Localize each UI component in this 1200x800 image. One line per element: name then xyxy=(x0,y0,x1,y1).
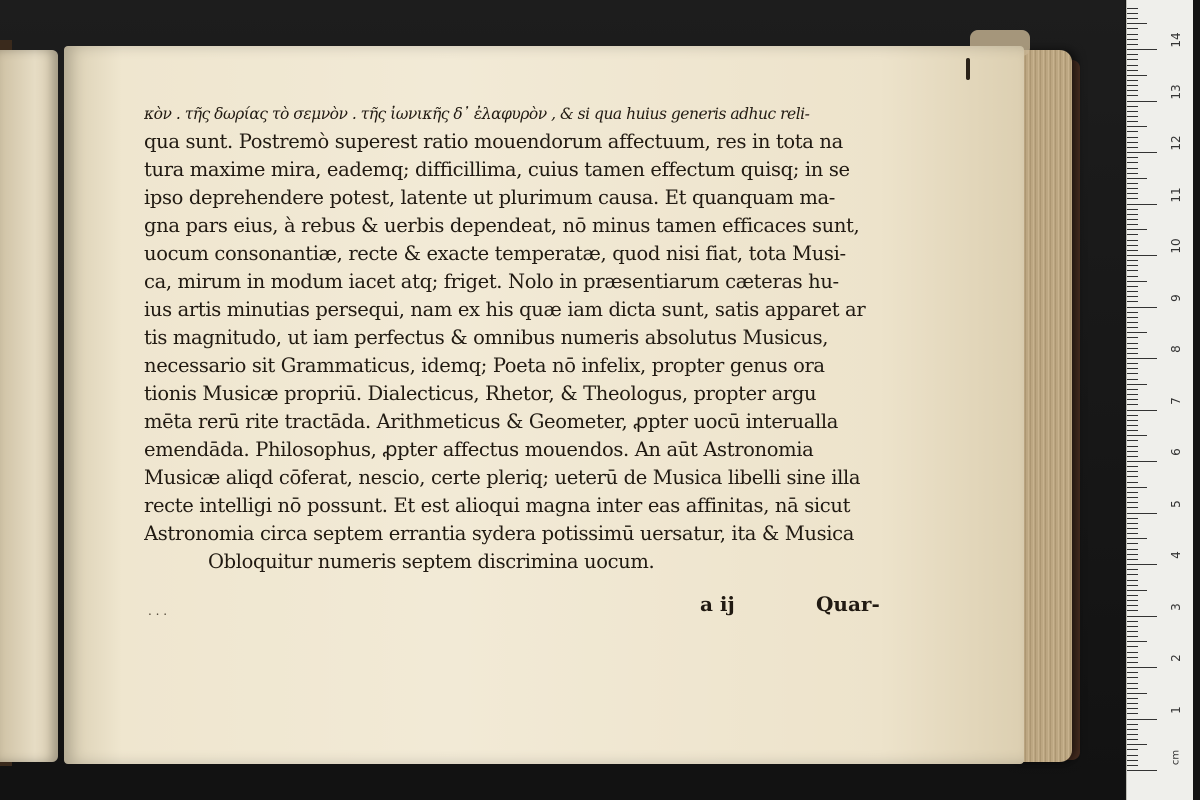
ruler-tick xyxy=(1127,106,1138,107)
ruler-tick xyxy=(1127,281,1147,282)
ruler-tick xyxy=(1127,662,1138,663)
ruler-tick xyxy=(1127,688,1138,689)
ruler-tick xyxy=(1127,703,1138,704)
text-line-6: uocum consonantiæ, recte & exacte temperatæ, quod nisi fiat, tota Musi- xyxy=(144,242,846,265)
ruler-tick xyxy=(1127,646,1138,647)
text-line-16: Astronomia circa septem errantia sydera potissimū uersatur, ita & Musica xyxy=(144,522,855,545)
text-line-verse: Obloquitur numeris septem discrimina uocum. xyxy=(208,550,655,573)
ruler-number: 1 xyxy=(1169,705,1183,714)
ruler-tick xyxy=(1127,240,1138,241)
ruler-tick xyxy=(1127,724,1138,725)
ruler-tick xyxy=(1127,90,1138,91)
ruler-tick xyxy=(1127,394,1138,395)
ruler-tick xyxy=(1127,296,1138,297)
ruler-tick xyxy=(1127,34,1138,35)
ruler-tick xyxy=(1127,75,1147,76)
ruler-tick xyxy=(1127,265,1138,266)
ruler-tick xyxy=(1127,384,1147,385)
text-line-1: κὸν . τῆς δωρίας τὸ σεμνὸν . τῆς ἰωνικῆς δ᾽ ἐλαφυρὸν , & si qua huius generis adhuc reli- xyxy=(144,105,810,123)
ruler-tick xyxy=(1127,523,1138,524)
ruler-tick xyxy=(1127,198,1138,199)
ruler-tick xyxy=(1127,209,1138,210)
ruler-tick xyxy=(1127,54,1138,55)
ruler-tick xyxy=(1127,301,1138,302)
ruler-tick xyxy=(1127,121,1138,122)
ruler-tick xyxy=(1127,415,1138,416)
ruler-unit-label: cm xyxy=(1170,749,1182,766)
ruler-tick xyxy=(1127,28,1138,29)
text-line-14: Musicæ aliqd cōferat, nescio, certe pleriq; ueterū de Musica libelli sine illa xyxy=(144,466,861,489)
ruler-tick xyxy=(1127,440,1138,441)
ruler-tick xyxy=(1127,245,1138,246)
ruler-tick xyxy=(1127,307,1157,308)
text-line-11: tionis Musicæ propriū. Dialecticus, Rhetor, & Theologus, propter argu xyxy=(144,382,817,405)
ruler-tick xyxy=(1127,317,1138,318)
ruler-tick xyxy=(1127,677,1138,678)
stray-marks: . . . xyxy=(148,604,168,618)
ruler-number: 7 xyxy=(1169,396,1183,405)
ruler-tick xyxy=(1127,286,1138,287)
ruler-tick xyxy=(1127,739,1138,740)
text-line-2: qua sunt. Postremò superest ratio mouendorum affectuum, res in tota na xyxy=(144,130,843,153)
ruler-tick xyxy=(1127,353,1138,354)
ruler-tick xyxy=(1127,142,1138,143)
ruler-number: 13 xyxy=(1169,83,1183,100)
ruler-tick xyxy=(1127,698,1138,699)
ruler-tick xyxy=(1127,327,1138,328)
text-line-8: ius artis minutias persequi, nam ex his quæ iam dicta sunt, satis apparet ar xyxy=(144,298,866,321)
text-line-5: gna pars eius, à rebus & uerbis dependeat, nō minus tamen efficaces sunt, xyxy=(144,214,860,237)
ruler-tick xyxy=(1127,18,1138,19)
ruler-number: 2 xyxy=(1169,654,1183,662)
ruler-tick xyxy=(1127,23,1147,24)
ruler-tick xyxy=(1127,270,1138,271)
ruler-tick xyxy=(1127,543,1138,544)
ruler-tick xyxy=(1127,332,1147,333)
ruler-tick xyxy=(1127,162,1138,163)
ruler-tick xyxy=(1127,456,1138,457)
ruler-tick xyxy=(1127,183,1138,184)
ruler-tick xyxy=(1127,173,1138,174)
ruler-tick xyxy=(1127,379,1138,380)
ruler-tick xyxy=(1127,476,1138,477)
ruler-tick xyxy=(1127,708,1138,709)
ruler-tick xyxy=(1127,65,1138,66)
catchword: Quar- xyxy=(816,592,880,616)
ruler-tick xyxy=(1127,291,1138,292)
ruler-tick xyxy=(1127,322,1138,323)
ruler-tick xyxy=(1127,137,1138,138)
ruler-number: 5 xyxy=(1169,499,1183,508)
ruler-tick xyxy=(1127,404,1138,405)
ruler-number: 8 xyxy=(1169,345,1183,353)
ruler-tick xyxy=(1127,636,1138,637)
ruler-tick xyxy=(1127,126,1147,127)
ruler-tick xyxy=(1127,255,1157,256)
ruler-tick xyxy=(1127,348,1138,349)
ruler-tick xyxy=(1127,564,1157,565)
ruler-tick xyxy=(1127,657,1138,658)
text-line-4: ipso deprehendere potest, latente ut plurimum causa. Et quanquam ma- xyxy=(144,186,836,209)
ruler-tick xyxy=(1127,502,1138,503)
ruler-tick xyxy=(1127,250,1138,251)
ruler-tick xyxy=(1127,497,1138,498)
ruler-tick xyxy=(1127,312,1138,313)
ruler-tick xyxy=(1127,451,1138,452)
ruler-tick xyxy=(1127,605,1138,606)
text-line-9: tis magnitudo, ut iam perfectus & omnibus numeris absolutus Musicus, xyxy=(144,326,829,349)
ruler-tick xyxy=(1127,749,1138,750)
ruler-tick xyxy=(1127,446,1138,447)
ruler-tick xyxy=(1127,507,1138,508)
ruler-tick xyxy=(1127,729,1138,730)
ruler-tick xyxy=(1127,641,1147,642)
ruler-tick xyxy=(1127,219,1138,220)
ruler-tick xyxy=(1127,260,1138,261)
ruler-tick xyxy=(1127,683,1138,684)
ruler-tick xyxy=(1127,513,1157,514)
ruler-tick xyxy=(1127,70,1138,71)
ruler-tick xyxy=(1127,538,1147,539)
ruler-tick xyxy=(1127,590,1147,591)
ruler-number: 6 xyxy=(1169,448,1183,456)
ruler-tick xyxy=(1127,693,1147,694)
ruler-number: 10 xyxy=(1169,238,1183,254)
measuring-ruler xyxy=(1126,0,1193,800)
ruler-tick xyxy=(1127,131,1138,132)
ruler-tick xyxy=(1127,373,1138,374)
ruler-number: 11 xyxy=(1169,186,1183,203)
ruler-tick xyxy=(1127,111,1138,112)
ruler-tick xyxy=(1127,147,1138,148)
ruler-tick xyxy=(1127,600,1138,601)
ruler-tick xyxy=(1127,461,1157,462)
ruler-tick xyxy=(1127,734,1138,735)
ruler-tick xyxy=(1127,337,1138,338)
ruler-tick xyxy=(1127,559,1138,560)
ruler-tick xyxy=(1127,168,1138,169)
ruler-tick xyxy=(1127,744,1147,745)
ruler-tick xyxy=(1127,116,1138,117)
ruler-number: 12 xyxy=(1169,135,1183,151)
ruler-tick xyxy=(1127,471,1138,472)
ruler-tick xyxy=(1127,276,1138,277)
ruler-tick xyxy=(1127,399,1138,400)
text-line-7: ca, mirum in modum iacet atq; friget. Nolo in præsentiarum cæteras hu- xyxy=(144,270,839,293)
ruler-tick xyxy=(1127,95,1138,96)
ruler-tick xyxy=(1127,719,1157,720)
ruler-tick xyxy=(1127,157,1138,158)
ruler-tick xyxy=(1127,101,1157,102)
ruler-tick xyxy=(1127,765,1138,766)
text-line-15: recte intelligi nō possunt. Et est alioqui magna inter eas affinitas, nā sicut xyxy=(144,494,851,517)
ruler-tick xyxy=(1127,672,1138,673)
ruler-tick xyxy=(1127,569,1138,570)
ruler-tick xyxy=(1127,466,1138,467)
ruler-tick xyxy=(1127,554,1138,555)
ruler-tick xyxy=(1127,224,1138,225)
ruler-tick xyxy=(1127,487,1147,488)
ruler-tick xyxy=(1127,626,1138,627)
ruler-tick xyxy=(1127,234,1138,235)
ruler-tick xyxy=(1127,435,1147,436)
ruler-tick xyxy=(1127,616,1157,617)
ruler-tick xyxy=(1127,652,1138,653)
ruler-tick xyxy=(1127,430,1138,431)
ruler-tick xyxy=(1127,595,1138,596)
text-line-13: emendāda. Philosophus, ꝓpter affectus mouendos. An aūt Astronomia xyxy=(144,438,814,461)
text-line-10: necessario sit Grammaticus, idemq; Poeta nō infelix, propter genus ora xyxy=(144,354,825,377)
ruler-number: 4 xyxy=(1169,551,1183,559)
ruler-tick xyxy=(1127,229,1147,230)
ruler-number: 9 xyxy=(1169,293,1183,302)
ruler-tick xyxy=(1127,39,1138,40)
ruler-tick xyxy=(1127,85,1138,86)
text-line-12: mēta rerū rite tractāda. Arithmeticus & Geometer, ꝓpter uocū interualla xyxy=(144,410,839,433)
ruler-tick xyxy=(1127,410,1157,411)
ruler-tick xyxy=(1127,343,1138,344)
ruler-tick xyxy=(1127,363,1138,364)
ruler-tick xyxy=(1127,8,1138,9)
ruler-tick xyxy=(1127,518,1138,519)
ruler-tick xyxy=(1127,13,1138,14)
ruler-tick xyxy=(1127,178,1147,179)
ruler-tick xyxy=(1127,580,1138,581)
ruler-tick xyxy=(1127,49,1157,50)
ruler-tick xyxy=(1127,528,1138,529)
ruler-tick xyxy=(1127,420,1138,421)
signature-mark: a ij xyxy=(700,592,735,616)
ruler-tick xyxy=(1127,80,1138,81)
ruler-tick xyxy=(1127,152,1157,153)
ruler-tick xyxy=(1127,389,1138,390)
ruler-tick xyxy=(1127,770,1157,771)
ruler-tick xyxy=(1127,204,1157,205)
ruler-tick xyxy=(1127,574,1138,575)
ruler-tick xyxy=(1127,533,1138,534)
ruler-number: 14 xyxy=(1169,32,1183,48)
ruler-tick xyxy=(1127,368,1138,369)
page-tab-mark xyxy=(966,58,970,80)
ruler-tick xyxy=(1127,549,1138,550)
ruler-tick xyxy=(1127,760,1138,761)
ruler-number: 3 xyxy=(1169,602,1183,611)
ruler-tick xyxy=(1127,188,1138,189)
ruler-tick xyxy=(1127,358,1157,359)
ruler-tick xyxy=(1127,214,1138,215)
ruler-tick xyxy=(1127,425,1138,426)
ruler-tick xyxy=(1127,492,1138,493)
ruler-tick xyxy=(1127,667,1157,668)
ruler-tick xyxy=(1127,713,1138,714)
ruler-tick xyxy=(1127,621,1138,622)
ruler-tick xyxy=(1127,755,1138,756)
text-line-3: tura maxime mira, eademq; difficillima, cuius tamen effectum quisq; in se xyxy=(144,158,850,181)
ruler-tick xyxy=(1127,482,1138,483)
ruler-tick xyxy=(1127,193,1138,194)
ruler-tick xyxy=(1127,631,1138,632)
ruler-tick xyxy=(1127,44,1138,45)
ruler-tick xyxy=(1127,585,1138,586)
ruler-tick xyxy=(1127,59,1138,60)
left-facing-page xyxy=(0,50,58,762)
ruler-tick xyxy=(1127,610,1138,611)
